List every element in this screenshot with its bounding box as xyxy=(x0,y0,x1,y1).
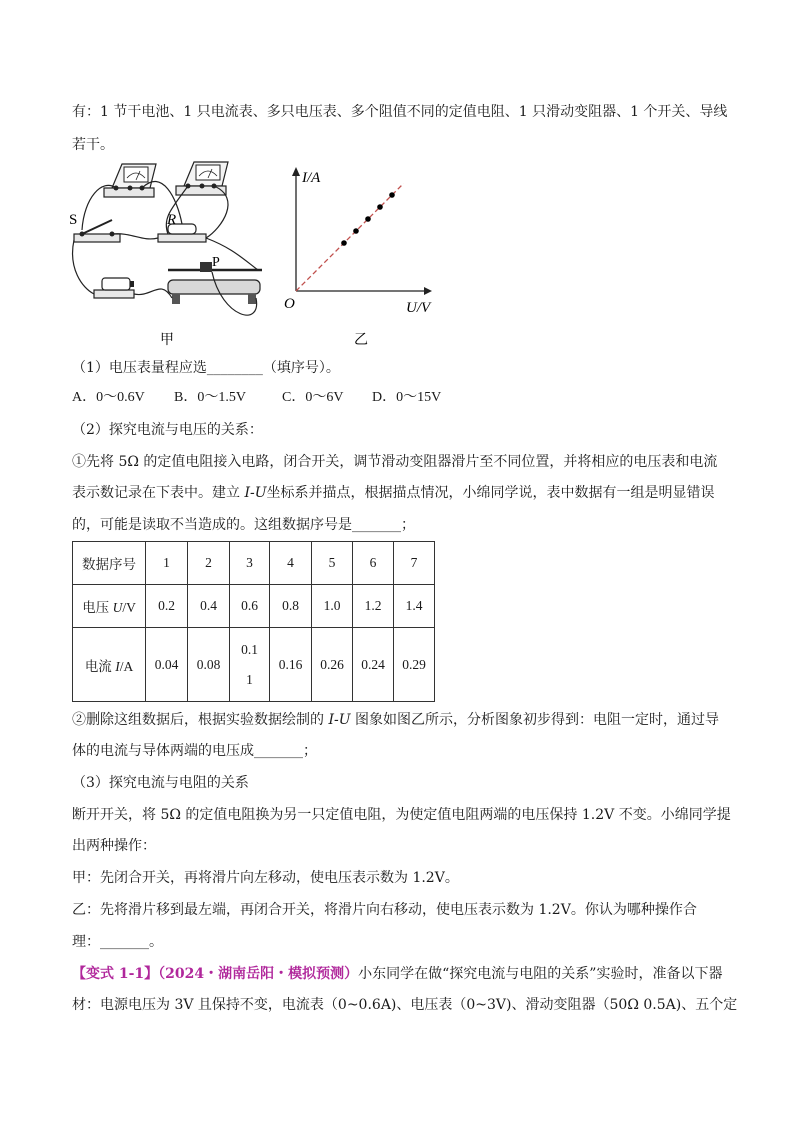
caption-jia: 甲 xyxy=(160,332,174,348)
ammeter-icon xyxy=(104,164,156,197)
variant-line2: 材：电源电压为 3V 且保持不变，电流表（0~0.6A)、电压表（0~3V)、滑动变阻器（50Ω 0.5A)、五个定 xyxy=(72,997,738,1013)
current-label-var: I xyxy=(115,658,120,674)
table-cell: 7 xyxy=(394,542,435,585)
y-axis-label: I/A xyxy=(302,170,321,186)
iu-graph xyxy=(280,158,450,358)
option-d: D．0～15V xyxy=(372,390,442,405)
table-header-label: 数据序号 xyxy=(73,542,146,585)
q2-p2-line2: 体的电流与导体两端的电压成_______； xyxy=(72,743,317,759)
option-c: C．0～6V xyxy=(282,390,344,405)
data-point-4 xyxy=(377,204,383,210)
q2-p2-line1-a: ②删除这组数据后，根据实验数据绘制的 xyxy=(72,712,329,728)
table-cell: 0.04 xyxy=(146,628,188,702)
table-cell: 0.8 xyxy=(270,585,312,628)
voltage-label-a: 电压 xyxy=(82,600,113,615)
table-cell: 0.6 xyxy=(230,585,270,628)
current-col3-line1: 0.1 xyxy=(241,641,258,657)
data-table xyxy=(72,541,435,702)
table-cell: 2 xyxy=(188,542,230,585)
data-point-2 xyxy=(353,228,359,234)
q3-line2: 出两种操作： xyxy=(72,838,156,854)
q1-stem: （1）电压表量程应选________（填序号）。 xyxy=(72,360,340,376)
q2-p2-line1-b: 图象如图乙所示，分析图象初步得到：电阻一定时，通过导 xyxy=(350,712,719,728)
table-row-voltage xyxy=(73,585,435,628)
current-label-b: /A xyxy=(119,658,134,674)
data-point-5 xyxy=(389,192,395,198)
q2-p1-line2 xyxy=(72,483,722,503)
label-p: P xyxy=(212,255,220,270)
data-point-1 xyxy=(341,240,347,246)
resistor-icon xyxy=(158,224,206,242)
table-cell: 6 xyxy=(353,542,394,585)
label-r: R xyxy=(167,212,177,228)
table-cell: 1.4 xyxy=(394,585,435,628)
voltage-label xyxy=(73,585,146,628)
table-cell: 1.0 xyxy=(312,585,353,628)
table-cell: 1 xyxy=(146,542,188,585)
table-cell: 4 xyxy=(270,542,312,585)
table-cell: 0.26 xyxy=(312,628,353,702)
table-cell: 0.08 xyxy=(188,628,230,702)
switch-icon xyxy=(74,220,120,242)
table-cell-wrapped xyxy=(230,628,270,702)
caption-yi: 乙 xyxy=(354,332,368,348)
table-cell: 0.29 xyxy=(394,628,435,702)
circuit-figure xyxy=(69,158,272,358)
option-b: B．0～1.5V xyxy=(174,390,246,405)
origin-label: O xyxy=(284,296,295,312)
q2-p1-line3: 的，可能是读取不当造成的。这组数据序号是_______； xyxy=(72,517,415,533)
q2-title: （2）探究电流与电压的关系： xyxy=(72,422,263,438)
table-row-current xyxy=(73,628,435,702)
table-cell: 0.2 xyxy=(146,585,188,628)
q3-yi-line1: 乙：先将滑片移到最左端，再闭合开关，将滑片向右移动，使电压表示数为 1.2V。你认为哪种操作合 xyxy=(72,902,697,918)
q2-p1-line1: ①先将 5Ω 的定值电阻接入电路，闭合开关，调节滑动变阻器滑片至不同位置，并将相应的电压表和电流 xyxy=(72,454,718,470)
data-point-3 xyxy=(365,216,371,222)
current-label xyxy=(73,628,146,702)
table-cell: 0.16 xyxy=(270,628,312,702)
voltage-label-b: /V xyxy=(122,600,136,615)
q3-line1: 断开开关，将 5Ω 的定值电阻换为另一只定值电阻，为使定值电阻两端的电压保持 1.2V 不变。小绵同学提 xyxy=(72,807,731,823)
q2-p1-line2-var: I-U xyxy=(244,485,267,501)
table-cell: 3 xyxy=(230,542,270,585)
voltage-label-var: U xyxy=(112,600,123,615)
q3-jia: 甲：先闭合开关，再将滑片向左移动，使电压表示数为 1.2V。 xyxy=(72,870,459,886)
variant-line1 xyxy=(72,964,722,984)
x-axis-label: U/V xyxy=(406,300,431,316)
q2-p2-line1-var: I-U xyxy=(328,712,351,728)
table-cell: 5 xyxy=(312,542,353,585)
battery-icon xyxy=(94,278,134,298)
current-col3-line2: 1 xyxy=(246,671,253,687)
variant-tag: 【变式 1-1】（2024・湖南岳阳・模拟预测） xyxy=(72,966,359,982)
intro-line-2: 若干。 xyxy=(72,137,114,153)
q2-p1-line2-b: 坐标系并描点，根据描点情况，小绵同学说，表中数据有一组是明显错误 xyxy=(266,485,715,501)
q2-p2-line1 xyxy=(72,710,722,730)
table-row-header xyxy=(73,542,435,585)
table-cell: 1.2 xyxy=(353,585,394,628)
current-label-a: 电流 xyxy=(84,658,116,674)
q3-yi-line2: 理：_______。 xyxy=(72,934,163,950)
variant-line1-rest: 小东同学在做“探究电流与电阻的关系”实验时，准备以下器 xyxy=(358,966,723,982)
q3-title: （3）探究电流与电阻的关系 xyxy=(72,775,249,791)
intro-line-1: 有：1 节干电池、1 只电流表、多只电压表、多个阻值不同的定值电阻、1 只滑动变阻器、1 个开关、导线 xyxy=(72,104,728,120)
fit-line xyxy=(296,183,404,291)
table-cell: 0.24 xyxy=(353,628,394,702)
table-cell: 0.4 xyxy=(188,585,230,628)
q2-p1-line2-a: 表示数记录在下表中。建立 xyxy=(72,485,245,501)
option-a: A．0～0.6V xyxy=(72,390,145,405)
label-s: S xyxy=(69,212,78,228)
